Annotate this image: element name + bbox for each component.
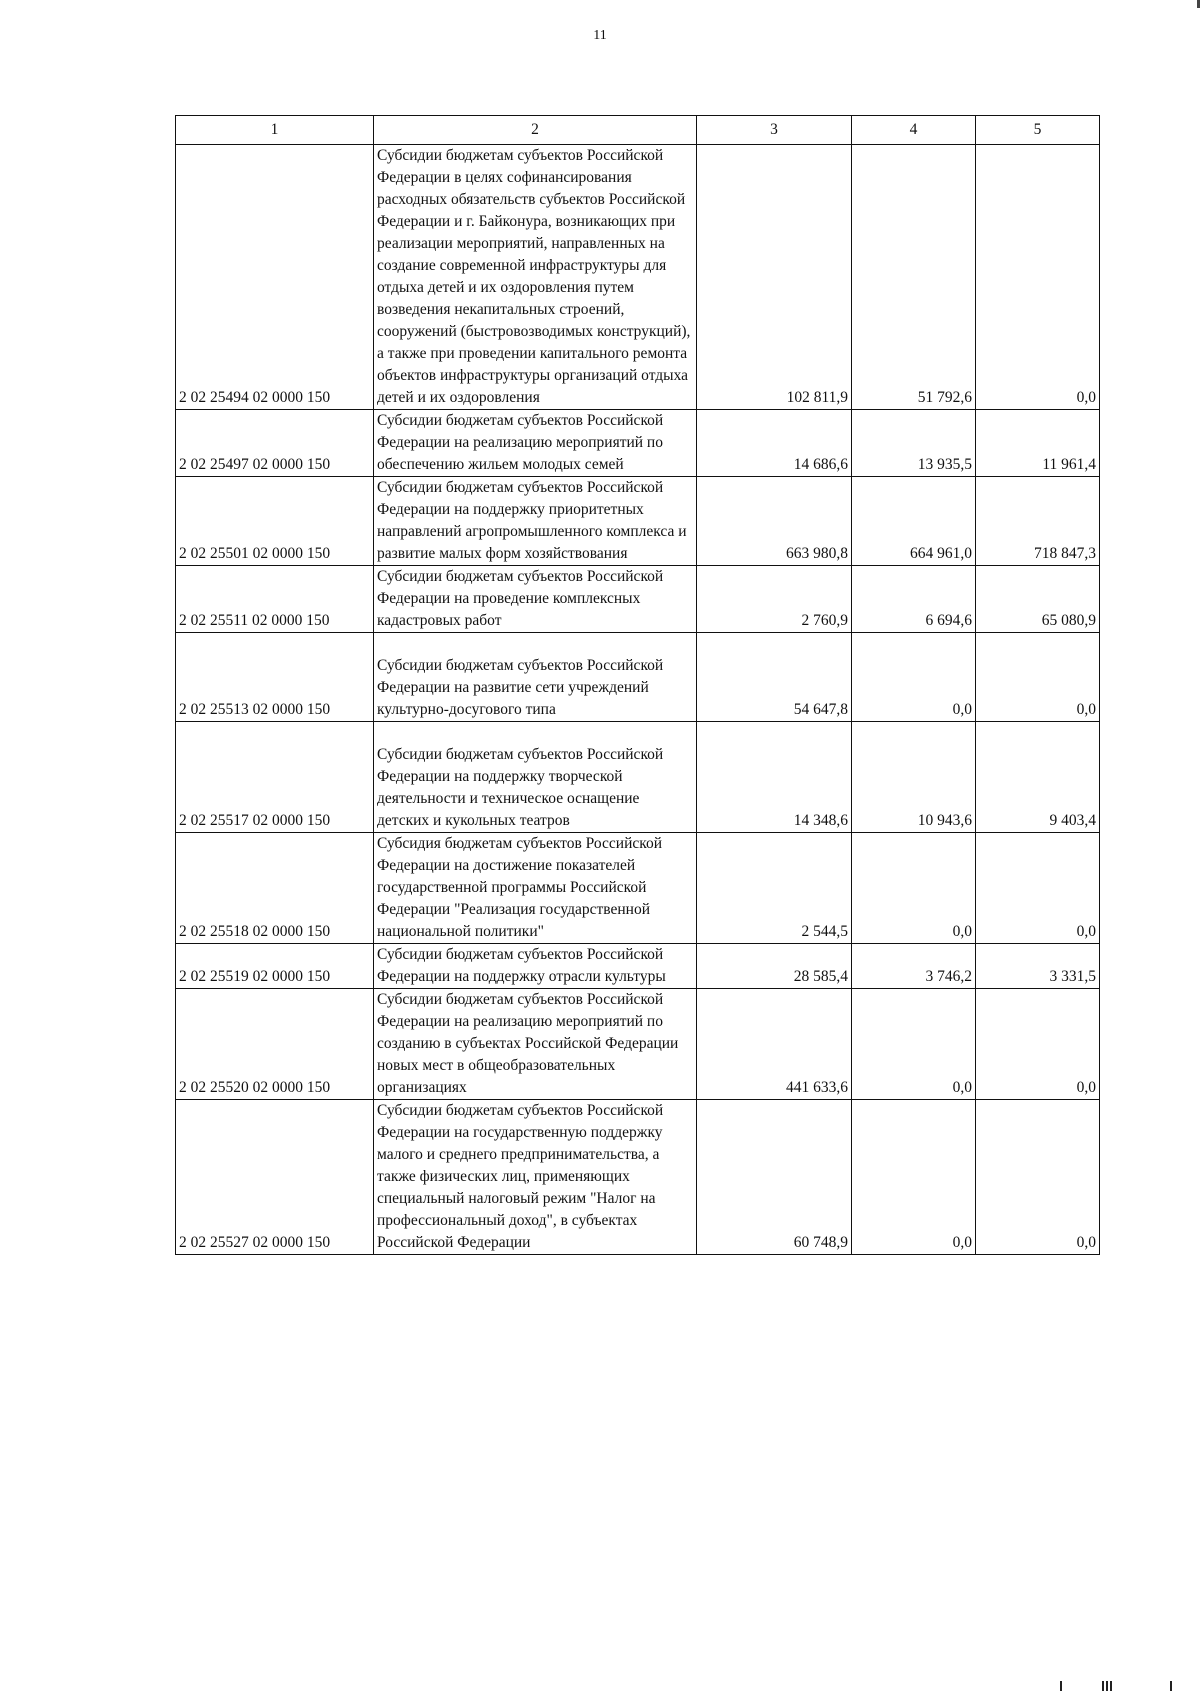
row-description: Субсидии бюджетам субъектов Российской Федерации в целях софинансирования расходных обязательств субъектов Российской Федерации и г. Байконура, возникающих при реализации мероприятий, направленных на создание современной инфраструктуры для отдыха детей и их оздоровления путем возведения некапитальных строений, сооружений (быстровозводимых конструкций), а также при проведении капитального ремонта объектов инфраструктуры организаций отдыха детей и их оздоровления — [374, 145, 697, 410]
row-value-col3: 60 748,9 — [697, 1100, 852, 1255]
row-value-col5: 9 403,4 — [976, 722, 1100, 833]
row-value-col5: 0,0 — [976, 989, 1100, 1100]
row-code: 2 02 25518 02 0000 150 — [176, 833, 374, 944]
table-row — [176, 944, 1100, 989]
table-header-row — [176, 116, 1100, 145]
row-value-col5: 11 961,4 — [976, 410, 1100, 477]
row-value-col3: 54 647,8 — [697, 633, 852, 722]
table-row — [176, 566, 1100, 633]
row-code: 2 02 25520 02 0000 150 — [176, 989, 374, 1100]
scan-tick — [1110, 1681, 1112, 1691]
table-row — [176, 410, 1100, 477]
row-value-col3: 441 633,6 — [697, 989, 852, 1100]
row-description: Субсидии бюджетам субъектов Российской Федерации на поддержку приоритетных направлений агропромышленного комплекса и развитие малых форм хозяйствования — [374, 477, 697, 566]
row-code: 2 02 25527 02 0000 150 — [176, 1100, 374, 1255]
row-code: 2 02 25494 02 0000 150 — [176, 145, 374, 410]
row-code: 2 02 25511 02 0000 150 — [176, 566, 374, 633]
scan-bottom-marks — [1040, 1679, 1180, 1691]
column-header-1: 1 — [176, 116, 374, 145]
table-row — [176, 1100, 1100, 1255]
column-header-5: 5 — [976, 116, 1100, 145]
budget-table — [175, 115, 1100, 1255]
row-description: Субсидии бюджетам субъектов Российской Федерации на развитие сети учреждений культурно-досугового типа — [374, 633, 697, 722]
row-description: Субсидии бюджетам субъектов Российской Федерации на реализацию мероприятий по обеспечению жильем молодых семей — [374, 410, 697, 477]
column-header-2: 2 — [374, 116, 697, 145]
row-code: 2 02 25501 02 0000 150 — [176, 477, 374, 566]
row-value-col3: 2 544,5 — [697, 833, 852, 944]
row-value-col3: 663 980,8 — [697, 477, 852, 566]
row-value-col4: 0,0 — [852, 633, 976, 722]
row-value-col5: 0,0 — [976, 1100, 1100, 1255]
row-value-col3: 102 811,9 — [697, 145, 852, 410]
row-description: Субсидии бюджетам субъектов Российской Федерации на проведение комплексных кадастровых работ — [374, 566, 697, 633]
row-value-col5: 3 331,5 — [976, 944, 1100, 989]
row-code: 2 02 25517 02 0000 150 — [176, 722, 374, 833]
row-value-col4: 6 694,6 — [852, 566, 976, 633]
row-value-col4: 51 792,6 — [852, 145, 976, 410]
row-value-col4: 3 746,2 — [852, 944, 976, 989]
row-description: Субсидии бюджетам субъектов Российской Федерации на государственную поддержку малого и среднего предпринимательства, а также физических лиц, применяющих специальный налоговый режим "Налог на профессиональный доход", в субъектах Российской Федерации — [374, 1100, 697, 1255]
row-value-col5: 0,0 — [976, 633, 1100, 722]
row-description: Субсидии бюджетам субъектов Российской Федерации на поддержку творческой деятельности и техническое оснащение детских и кукольных театров — [374, 722, 697, 833]
table-row — [176, 145, 1100, 410]
table-row — [176, 989, 1100, 1100]
row-value-col4: 10 943,6 — [852, 722, 976, 833]
scan-tick — [1170, 1681, 1172, 1691]
row-code: 2 02 25497 02 0000 150 — [176, 410, 374, 477]
table-row — [176, 633, 1100, 722]
row-value-col4: 664 961,0 — [852, 477, 976, 566]
scan-tick — [1060, 1681, 1062, 1691]
table-row — [176, 833, 1100, 944]
table-row — [176, 722, 1100, 833]
row-value-col4: 13 935,5 — [852, 410, 976, 477]
row-description: Субсидии бюджетам субъектов Российской Федерации на поддержку отрасли культуры — [374, 944, 697, 989]
row-value-col5: 0,0 — [976, 145, 1100, 410]
row-description: Субсидия бюджетам субъектов Российской Федерации на достижение показателей государственной программы Российской Федерации "Реализация государственной национальной политики" — [374, 833, 697, 944]
page-number: 11 — [593, 28, 607, 43]
scan-tick — [1106, 1681, 1108, 1691]
row-value-col5: 65 080,9 — [976, 566, 1100, 633]
table-row — [176, 477, 1100, 566]
row-description: Субсидии бюджетам субъектов Российской Федерации на реализацию мероприятий по созданию в субъектах Российской Федерации новых мест в общеобразовательных организациях — [374, 989, 697, 1100]
row-code: 2 02 25513 02 0000 150 — [176, 633, 374, 722]
row-value-col5: 0,0 — [976, 833, 1100, 944]
row-code: 2 02 25519 02 0000 150 — [176, 944, 374, 989]
row-value-col5: 718 847,3 — [976, 477, 1100, 566]
row-value-col3: 2 760,9 — [697, 566, 852, 633]
row-value-col4: 0,0 — [852, 989, 976, 1100]
row-value-col3: 28 585,4 — [697, 944, 852, 989]
row-value-col3: 14 686,6 — [697, 410, 852, 477]
scan-tick — [1102, 1681, 1104, 1691]
column-header-3: 3 — [697, 116, 852, 145]
row-value-col4: 0,0 — [852, 1100, 976, 1255]
row-value-col3: 14 348,6 — [697, 722, 852, 833]
column-header-4: 4 — [852, 116, 976, 145]
row-value-col4: 0,0 — [852, 833, 976, 944]
